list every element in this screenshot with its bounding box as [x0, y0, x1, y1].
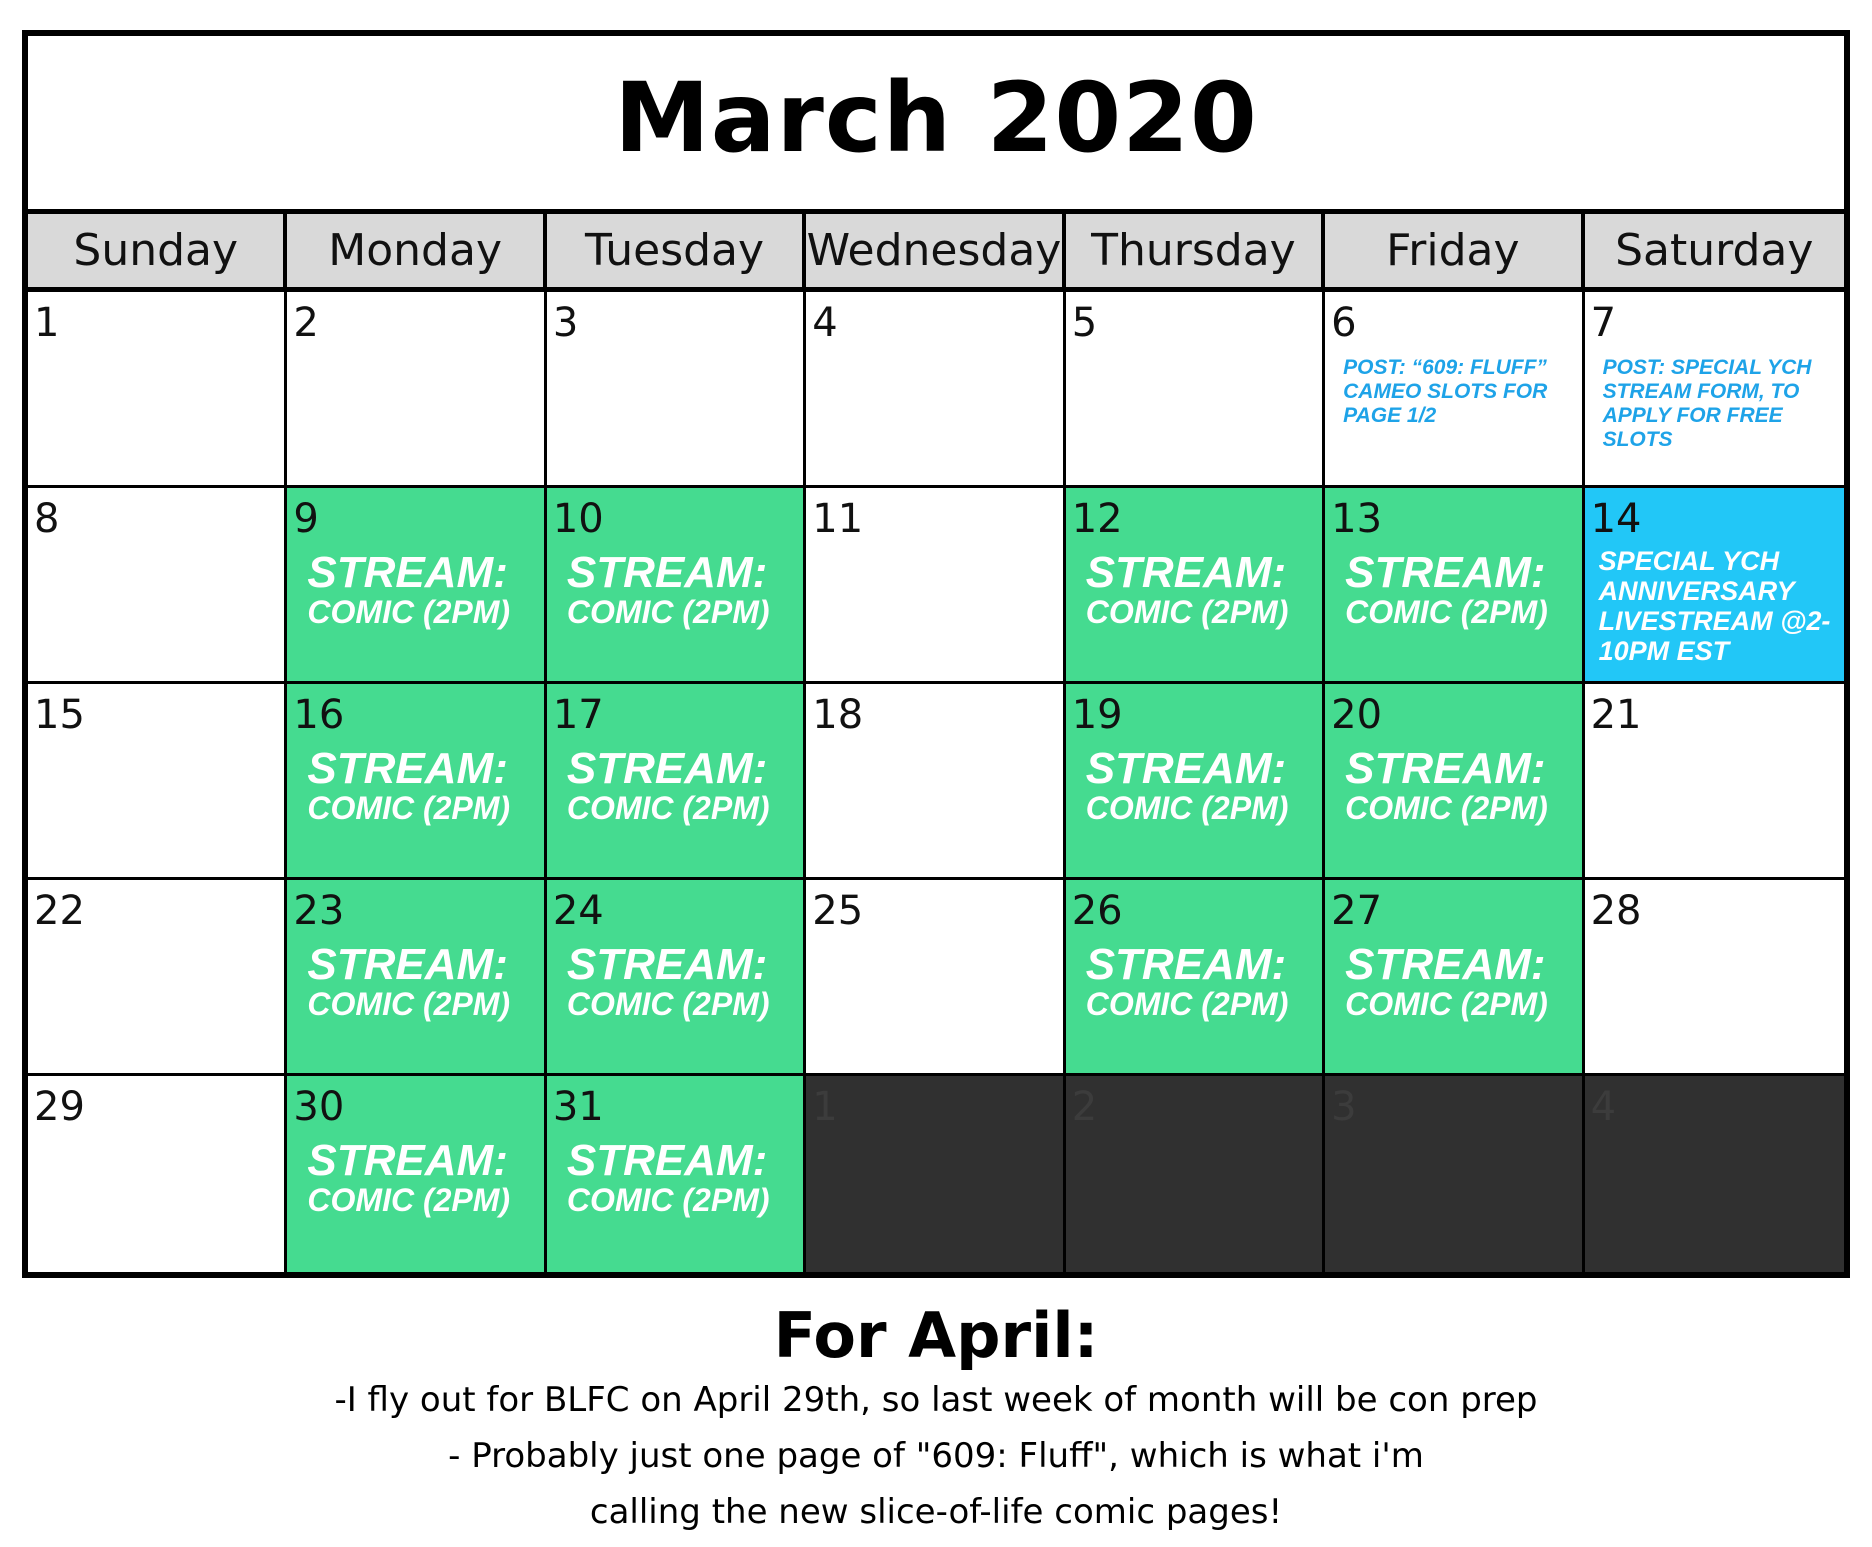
- next-month-day-cell: [806, 1076, 1065, 1272]
- day-number: 18: [812, 692, 864, 738]
- day-cell: [1585, 880, 1844, 1076]
- stream-label: STREAM:: [566, 1136, 768, 1185]
- day-number: 28: [1590, 888, 1642, 934]
- weekday-header-saturday: Saturday: [1585, 214, 1844, 292]
- day-cell: [28, 488, 287, 684]
- stream-detail: COMIC (2PM): [307, 790, 511, 826]
- day-number: 6: [1331, 300, 1357, 346]
- day-cell: [28, 880, 287, 1076]
- weekday-header-sunday: Sunday: [28, 214, 287, 292]
- day-number: 8: [34, 496, 60, 542]
- day-number: 3: [1331, 1084, 1357, 1130]
- day-number: 4: [1590, 1084, 1617, 1130]
- april-notes-heading: For April:: [773, 1299, 1099, 1372]
- day-number: 10: [552, 496, 604, 542]
- calendar-grid: [28, 214, 1844, 1272]
- stream-detail: COMIC (2PM): [307, 594, 511, 630]
- weekday-header-wednesday: Wednesday: [806, 214, 1065, 292]
- day-cell: [1325, 292, 1584, 488]
- day-number: 1: [812, 1084, 838, 1130]
- day-cell: [547, 880, 806, 1076]
- day-cell: [1325, 880, 1584, 1076]
- day-number: 29: [34, 1084, 85, 1130]
- day-cell: [287, 1076, 546, 1272]
- stream-label: STREAM:: [566, 548, 768, 597]
- day-cell: [1325, 684, 1584, 880]
- stream-detail: COMIC (2PM): [566, 986, 770, 1022]
- stream-label: STREAM:: [307, 744, 508, 793]
- day-number: 1: [34, 300, 60, 346]
- stream-label: STREAM:: [1345, 940, 1546, 989]
- day-number: 23: [293, 888, 345, 934]
- stream-label: STREAM:: [1345, 744, 1546, 793]
- stream-detail: COMIC (2PM): [1345, 986, 1548, 1022]
- day-number: 11: [812, 496, 864, 542]
- day-cell: [287, 684, 546, 880]
- day-number: 15: [34, 692, 85, 738]
- day-cell: [28, 1076, 287, 1272]
- stream-detail: COMIC (2PM): [1345, 594, 1548, 630]
- stream-label: STREAM:: [1085, 940, 1287, 989]
- april-note-line: calling the new slice-of-life comic pages!: [589, 1492, 1283, 1532]
- day-number: 12: [1071, 496, 1123, 542]
- stream-detail: COMIC (2PM): [1085, 986, 1289, 1022]
- day-cell: [547, 488, 806, 684]
- day-number: 14: [1590, 496, 1642, 542]
- day-cell: [806, 684, 1065, 880]
- stream-label: STREAM:: [1345, 548, 1546, 597]
- stream-label: STREAM:: [1085, 744, 1287, 793]
- day-number: 3: [552, 300, 579, 346]
- day-cell: [1066, 684, 1325, 880]
- day-cell: [1066, 292, 1325, 488]
- weekday-header-friday: Friday: [1325, 214, 1584, 292]
- stream-detail: COMIC (2PM): [307, 986, 511, 1022]
- day-number: 24: [552, 888, 604, 934]
- day-number: 30: [293, 1084, 345, 1130]
- day-number: 25: [812, 888, 864, 934]
- stream-detail: COMIC (2PM): [307, 1182, 511, 1218]
- day-cell: [1066, 880, 1325, 1076]
- stream-detail: COMIC (2PM): [1085, 594, 1289, 630]
- april-note-line: -I fly out for BLFC on April 29th, so last week of month will be con prep: [334, 1380, 1538, 1420]
- day-cell: [1585, 684, 1844, 880]
- calendar: [22, 30, 1850, 1278]
- day-number: 27: [1331, 888, 1383, 934]
- day-number: 4: [812, 300, 838, 346]
- day-cell: [806, 292, 1065, 488]
- event-note: POST: “609: FLUFF” CAMEO SLOTS FOR PAGE 1/2: [1343, 356, 1548, 427]
- stream-label: STREAM:: [566, 940, 768, 989]
- stream-detail: COMIC (2PM): [1085, 790, 1289, 826]
- day-number: 20: [1331, 692, 1383, 738]
- day-cell: [287, 292, 546, 488]
- day-number: 7: [1590, 300, 1617, 346]
- day-number: 26: [1071, 888, 1123, 934]
- april-notes: [0, 1300, 1872, 1540]
- stream-detail: COMIC (2PM): [1345, 790, 1548, 826]
- event-note: POST: SPECIAL YCH STREAM FORM, TO APPLY FOR FREE SLOTS: [1602, 356, 1812, 451]
- day-number: 2: [1071, 1084, 1098, 1130]
- stream-detail: COMIC (2PM): [566, 594, 770, 630]
- day-cell: [287, 488, 546, 684]
- day-cell: [1066, 488, 1325, 684]
- day-number: 2: [293, 300, 319, 346]
- stream-label: STREAM:: [566, 744, 768, 793]
- stream-label: STREAM:: [307, 940, 508, 989]
- day-cell: [1585, 292, 1844, 488]
- calendar-title-bar: [28, 36, 1844, 214]
- day-cell: [28, 684, 287, 880]
- day-number: 16: [293, 692, 345, 738]
- day-number: 5: [1071, 300, 1098, 346]
- weekday-header-tuesday: Tuesday: [547, 214, 806, 292]
- stream-detail: COMIC (2PM): [566, 790, 770, 826]
- next-month-day-cell: [1066, 1076, 1325, 1272]
- day-number: 22: [34, 888, 85, 934]
- day-cell: [28, 292, 287, 488]
- day-number: 13: [1331, 496, 1383, 542]
- day-cell: [1325, 488, 1584, 684]
- special-event-note: SPECIAL YCH ANNIVERSARY LIVESTREAM @2-10PM EST: [1598, 546, 1831, 666]
- next-month-day-cell: [1585, 1076, 1844, 1272]
- weekday-header-monday: Monday: [287, 214, 546, 292]
- day-number: 21: [1590, 692, 1642, 738]
- day-number: 17: [552, 692, 604, 738]
- page-title: March 2020: [614, 61, 1258, 174]
- day-cell: [287, 880, 546, 1076]
- stream-label: STREAM:: [307, 548, 508, 597]
- stream-label: STREAM:: [307, 1136, 508, 1185]
- stream-label: STREAM:: [1085, 548, 1287, 597]
- next-month-day-cell: [1325, 1076, 1584, 1272]
- day-number: 31: [552, 1084, 604, 1130]
- weekday-header-thursday: Thursday: [1066, 214, 1325, 292]
- april-note-line: - Probably just one page of "609: Fluff", which is what i'm: [448, 1436, 1424, 1476]
- day-number: 19: [1071, 692, 1123, 738]
- day-cell: [1585, 488, 1844, 684]
- day-cell: [547, 684, 806, 880]
- day-cell: [547, 1076, 806, 1272]
- day-number: 9: [293, 496, 319, 542]
- stream-detail: COMIC (2PM): [566, 1182, 770, 1218]
- day-cell: [547, 292, 806, 488]
- day-cell: [806, 880, 1065, 1076]
- day-cell: [806, 488, 1065, 684]
